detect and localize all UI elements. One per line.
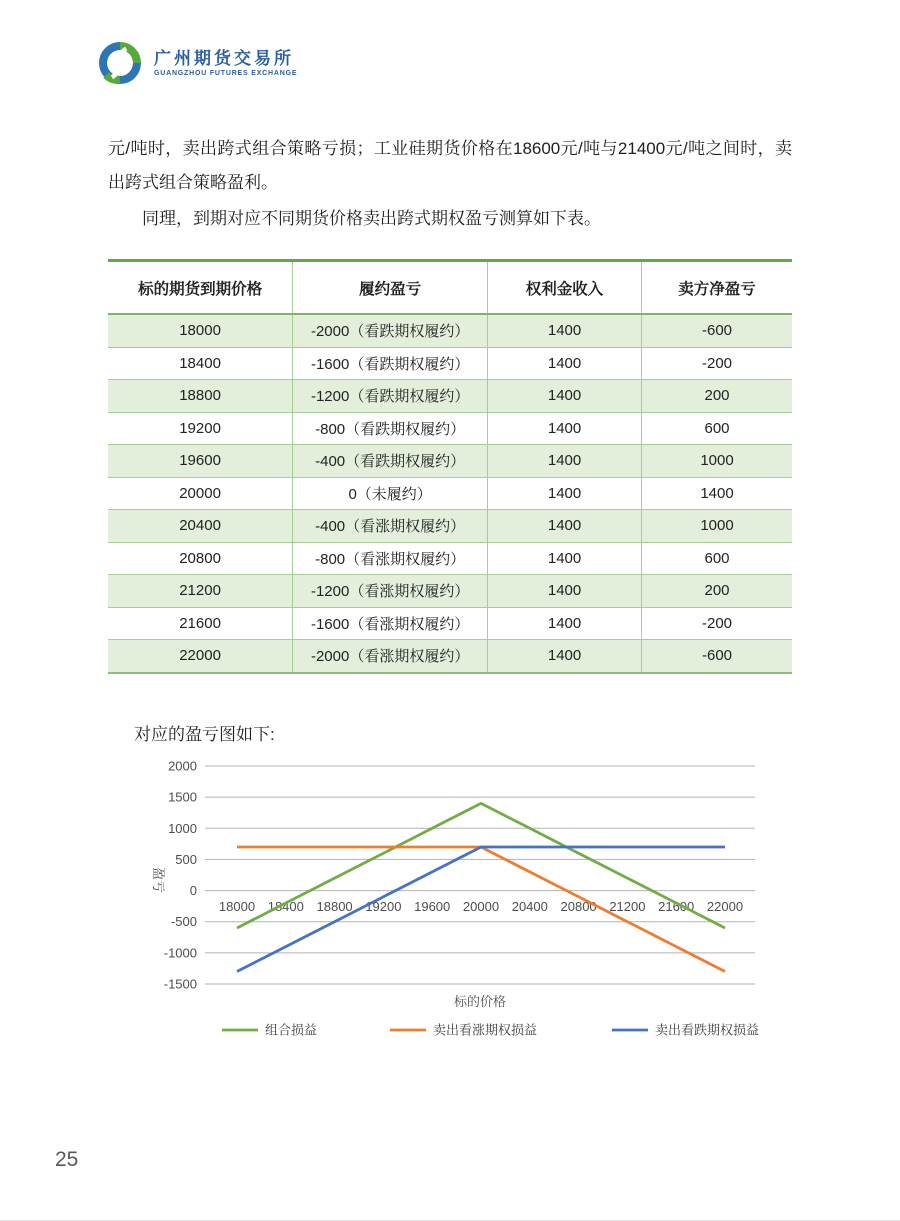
column-header: 权利金收入 [488, 261, 642, 315]
y-axis-tick-label: -500 [170, 913, 197, 929]
table-cell: 200 [642, 380, 793, 413]
table-row [108, 542, 792, 575]
x-axis-tick-label: 18000 [218, 898, 256, 914]
table-row [108, 412, 792, 445]
table-cell: -2000（看涨期权履约） [293, 640, 488, 673]
table-cell: 1400 [488, 607, 642, 640]
table-row [108, 575, 792, 608]
table-cell: 1400 [488, 445, 642, 478]
logo-title-cn: 广州期货交易所 [154, 48, 294, 68]
x-axis-tick-label: 20800 [560, 898, 597, 914]
table-cell: 1400 [488, 412, 642, 445]
x-axis-tick-label: 19600 [414, 898, 451, 914]
x-axis-tick-label: 21200 [609, 898, 646, 914]
table-cell: 1400 [488, 542, 642, 575]
table-cell: -800（看涨期权履约） [293, 542, 488, 575]
table-cell: -200 [642, 607, 793, 640]
table-cell: -600 [642, 314, 793, 347]
table-cell: 18800 [108, 380, 293, 413]
table-cell: -400（看跌期权履约） [293, 445, 488, 478]
y-axis-tick-label: 1500 [168, 789, 197, 805]
page-number: 25 [55, 1148, 79, 1171]
table-cell: 1400 [488, 510, 642, 543]
table-cell: -2000（看跌期权履约） [293, 314, 488, 347]
table-cell: 600 [642, 542, 793, 575]
table-header-row [108, 261, 792, 315]
x-axis-title: 标的价格 [453, 993, 507, 1009]
table-cell: 0（未履约） [293, 477, 488, 510]
y-axis-tick-label: 2000 [168, 758, 197, 773]
table-cell: -1200（看跌期权履约） [293, 380, 488, 413]
table-cell: 22000 [108, 640, 293, 673]
page-content [108, 0, 792, 1061]
x-axis-tick-label: 20400 [511, 898, 548, 914]
legend-label: 卖出看涨期权损益 [433, 1022, 538, 1037]
table-cell: -800（看跌期权履约） [293, 412, 488, 445]
table-cell: 18400 [108, 347, 293, 380]
paragraph-table-intro: 同理，到期对应不同期货价格卖出跨式期权盈亏测算如下表。 [142, 209, 601, 228]
table-cell: 20400 [108, 510, 293, 543]
y-axis-tick-label: -1500 [163, 976, 197, 991]
table-cell: 1400 [488, 347, 642, 380]
table-cell: -600 [642, 640, 793, 673]
table-cell: 19600 [108, 445, 293, 478]
pnl-chart-canvas [130, 756, 790, 1056]
table-cell: 1000 [642, 445, 793, 478]
table-cell: 1400 [642, 477, 793, 510]
table-cell: 1400 [488, 640, 642, 673]
table-cell: 1000 [642, 510, 793, 543]
table-cell: -1600（看跌期权履约） [293, 347, 488, 380]
legend-label: 卖出看跌期权损益 [655, 1022, 760, 1037]
table-cell: 21600 [108, 607, 293, 640]
table-row [108, 445, 792, 478]
y-axis-title: 盈亏 [151, 866, 166, 893]
table-cell: 21200 [108, 575, 293, 608]
table-cell: -200 [642, 347, 793, 380]
table-row [108, 640, 792, 673]
y-axis-tick-label: 1000 [168, 820, 197, 836]
table-cell: 1400 [488, 314, 642, 347]
paragraph-strategy: 元/吨时，卖出跨式组合策略亏损；工业硅期货价格在18600元/吨与21400元/吨之间时，卖出跨式组合策略盈利。 [108, 139, 792, 192]
y-axis-tick-label: 0 [189, 882, 197, 898]
table-row [108, 510, 792, 543]
table-cell: 1400 [488, 477, 642, 510]
table-cell: 1400 [488, 575, 642, 608]
column-header: 履约盈亏 [293, 261, 488, 315]
x-axis-tick-label: 18800 [316, 898, 353, 914]
x-axis-tick-label: 19200 [365, 898, 402, 914]
legend-label: 组合损益 [265, 1022, 318, 1037]
table-cell: 600 [642, 412, 793, 445]
column-header: 标的期货到期价格 [108, 261, 293, 315]
chart-intro: 对应的盈亏图如下: [134, 724, 275, 744]
x-axis-tick-label: 22000 [706, 898, 744, 914]
logo-title-en: GUANGZHOU FUTURES EXCHANGE [154, 69, 298, 77]
column-header: 卖方净盈亏 [642, 261, 793, 315]
table-row [108, 477, 792, 510]
pnl-chart [130, 756, 792, 1061]
table-cell: -1200（看涨期权履约） [293, 575, 488, 608]
x-axis-tick-label: 21600 [658, 898, 695, 914]
x-axis-tick-label: 20000 [462, 898, 500, 914]
y-axis-tick-label: -1000 [163, 944, 197, 960]
table-cell: 19200 [108, 412, 293, 445]
x-axis-tick-label: 18400 [267, 898, 304, 914]
table-row [108, 607, 792, 640]
table-cell: 1400 [488, 380, 642, 413]
table-cell: 20800 [108, 542, 293, 575]
y-axis-tick-label: 500 [175, 851, 197, 867]
table-row [108, 380, 792, 413]
table-cell: 200 [642, 575, 793, 608]
pnl-table [108, 259, 792, 674]
table-row [108, 314, 792, 347]
table-cell: -400（看涨期权履约） [293, 510, 488, 543]
table-cell: 20000 [108, 477, 293, 510]
table-cell: 18000 [108, 314, 293, 347]
table-cell: -1600（看涨期权履约） [293, 607, 488, 640]
table-row [108, 347, 792, 380]
